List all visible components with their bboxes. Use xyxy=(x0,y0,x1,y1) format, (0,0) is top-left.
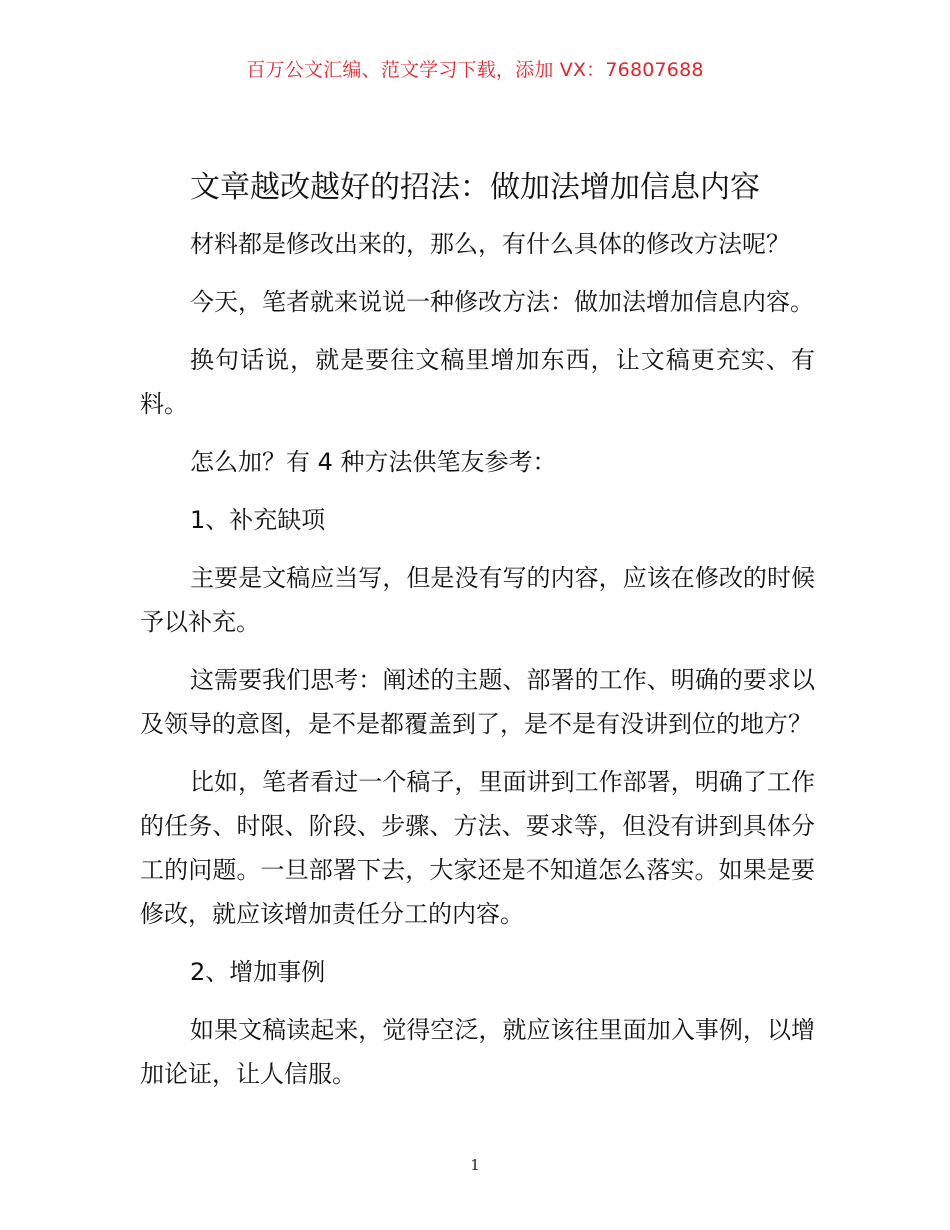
document-body xyxy=(140,222,815,1110)
paragraph-in-other-words: 换句话说，就是要往文稿里增加东西，让文稿更充实、有料。 xyxy=(140,346,815,418)
paragraph-supplement-explanation: 主要是文稿应当写，但是没有写的内容，应该在修改的时候予以补充。 xyxy=(140,564,815,636)
document-title: 文章越改越好的招法：做加法增加信息内容 xyxy=(190,170,760,205)
paragraph-intro-question: 材料都是修改出来的，那么，有什么具体的修改方法呢？ xyxy=(190,230,790,258)
page-number: 1 xyxy=(470,1156,480,1174)
paragraph-add-examples: 如果文稿读起来，觉得空泛，就应该往里面加入事例，以增加论证，让人信服。 xyxy=(140,1016,815,1088)
paragraph-example-division: 比如，笔者看过一个稿子，里面讲到工作部署，明确了工作的任务、时限、阶段、步骤、方法、要求等，但没有讲到具体分工的问题。一旦部署下去，大家还是不知道怎么落实。如果是要修改，就应该增加责任分工的内容。 xyxy=(140,768,815,928)
section-heading-1: 1、补充缺项 xyxy=(190,506,326,534)
section-heading-2: 2、增加事例 xyxy=(190,958,326,986)
paragraph-method-intro: 今天，笔者就来说说一种修改方法：做加法增加信息内容。 xyxy=(190,288,814,316)
paragraph-think-questions: 这需要我们思考：阐述的主题、部署的工作、明确的要求以及领导的意图，是不是都覆盖到了，是不是有没讲到位的地方？ xyxy=(140,666,815,738)
header-watermark-note: 百万公文汇编、范文学习下载，添加 VX：76807688 xyxy=(246,59,704,81)
paragraph-four-methods: 怎么加？有 4 种方法供笔友参考： xyxy=(190,448,557,476)
